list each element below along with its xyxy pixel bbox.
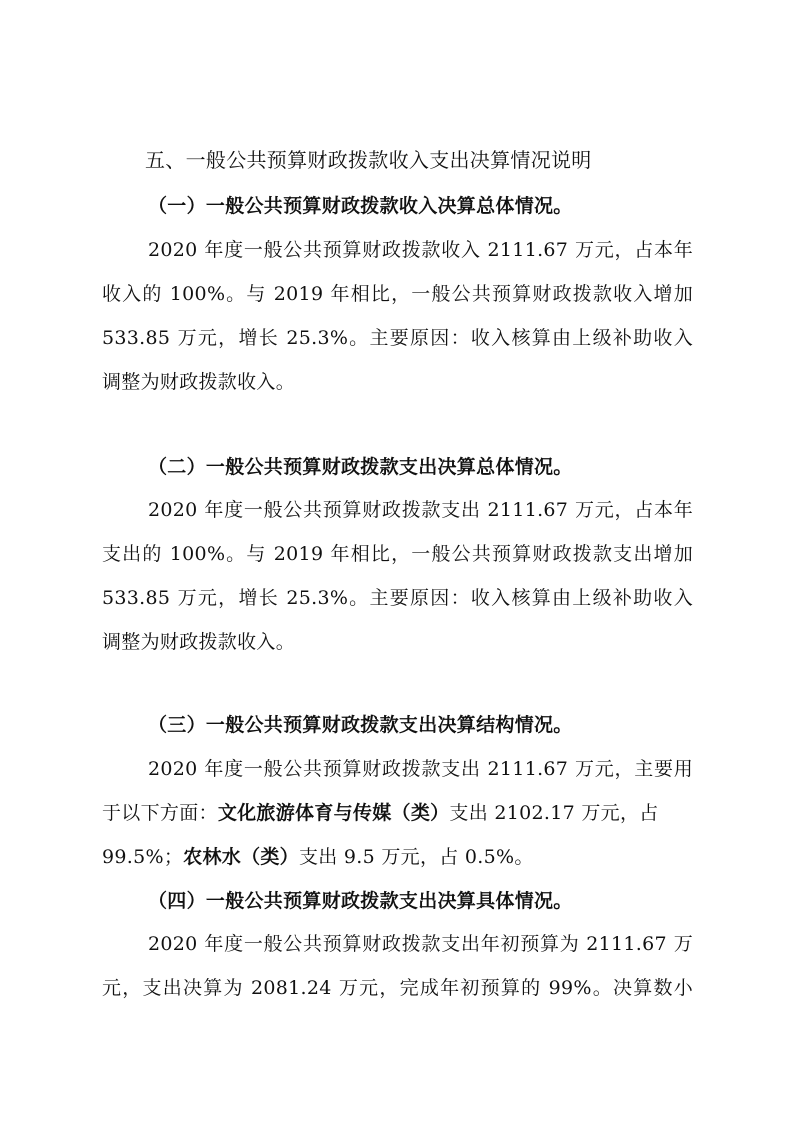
sub3-category-culture: 文化旅游体育与传媒（类）	[217, 802, 450, 824]
sub2-heading: （二）一般公共预算财政拨款支出决算总体情况。	[148, 456, 573, 478]
sub1-line-3: 533.85 万元，增长 25.3%。主要原因：收入核算由上级补助收入	[102, 327, 693, 349]
sub2-line-4: 调整为财政拨款收入。	[102, 631, 296, 653]
sub1-line-4: 调整为财政拨款收入。	[102, 371, 296, 393]
sub1-line-1: 2020 年度一般公共预算财政拨款收入 2111.67 万元，占本年	[148, 239, 693, 261]
sub2-line-2: 支出的 100%。与 2019 年相比，一般公共预算财政拨款支出增加	[102, 543, 693, 565]
sub4-line-1: 2020 年度一般公共预算财政拨款支出年初预算为 2111.67 万	[148, 933, 693, 955]
sub4-line-2: 元，支出决算为 2081.24 万元，完成年初预算的 99%。决算数小	[102, 977, 693, 999]
sub2-line-3: 533.85 万元，增长 25.3%。主要原因：收入核算由上级补助收入	[102, 587, 693, 609]
section-title: 五、一般公共预算财政拨款收入支出决算情况说明	[145, 148, 592, 172]
sub2-line-1: 2020 年度一般公共预算财政拨款支出 2111.67 万元，占本年	[148, 499, 693, 521]
sub3-line-3-post: 支出 9.5 万元，占 0.5%。	[298, 846, 534, 868]
sub3-line-1: 2020 年度一般公共预算财政拨款支出 2111.67 万元，主要用	[148, 758, 693, 780]
sub1-heading: （一）一般公共预算财政拨款收入决算总体情况。	[148, 195, 573, 217]
sub4-heading: （四）一般公共预算财政拨款支出决算具体情况。	[148, 890, 573, 912]
sub3-line-2-post: 支出 2102.17 万元，占	[449, 802, 659, 824]
sub3-category-agriculture: 农林水（类）	[183, 846, 299, 868]
sub3-heading: （三）一般公共预算财政拨款支出决算结构情况。	[148, 714, 573, 736]
sub3-line-3-pre: 99.5%；	[102, 846, 184, 868]
sub1-line-2: 收入的 100%。与 2019 年相比，一般公共预算财政拨款收入增加	[102, 283, 693, 305]
sub3-line-2-pre: 于以下方面：	[102, 802, 218, 824]
sub3-line-3	[102, 844, 534, 870]
sub3-line-2	[102, 800, 659, 826]
